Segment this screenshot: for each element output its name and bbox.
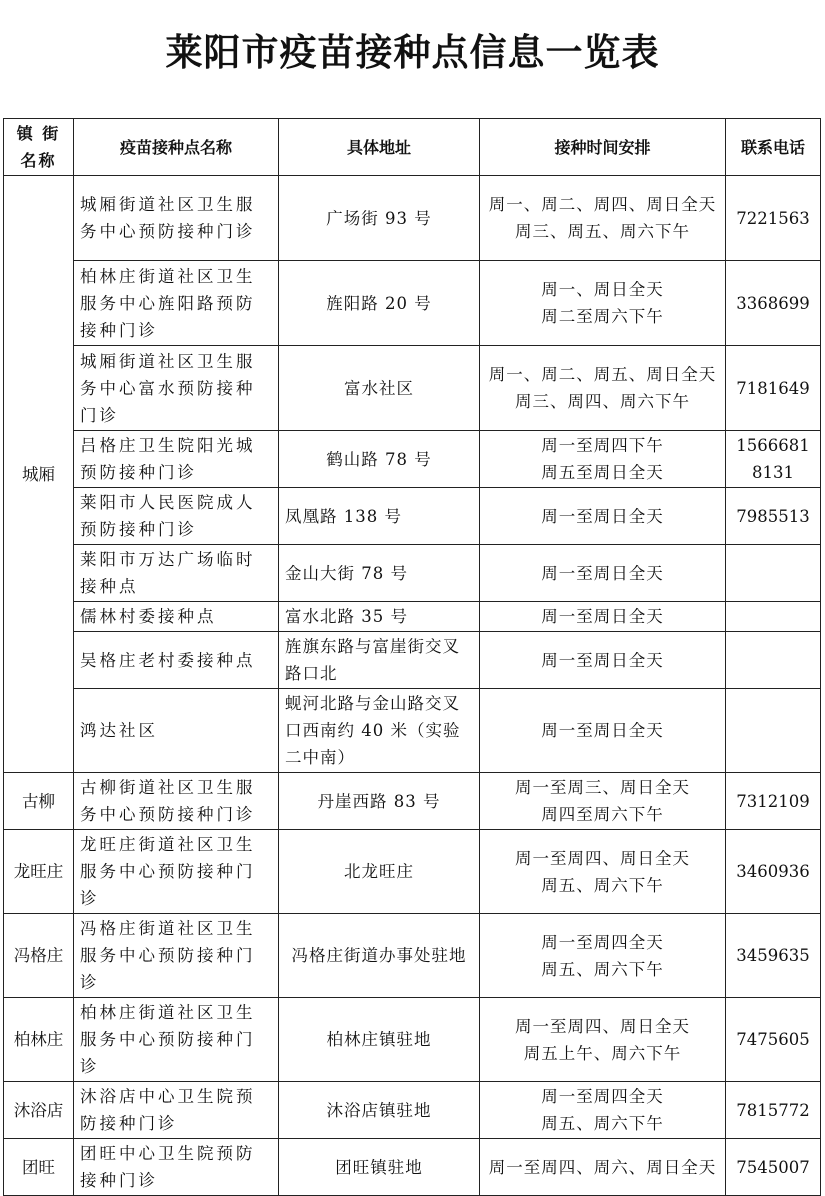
site-name: 城厢街道社区卫生服务中心预防接种门诊 — [74, 176, 279, 261]
schedule-line: 周一至周三、周日全天 — [515, 778, 690, 797]
table-row — [4, 914, 821, 998]
site-name: 龙旺庄街道社区卫生服务中心预防接种门诊 — [74, 830, 279, 914]
site-schedule — [480, 632, 726, 689]
site-phone: 3368699 — [726, 261, 821, 346]
site-address: 丹崖西路 83 号 — [279, 773, 480, 830]
table-row — [4, 1139, 821, 1196]
site-address: 沐浴店镇驻地 — [279, 1082, 480, 1139]
site-phone: 7221563 — [726, 176, 821, 261]
site-address: 冯格庄街道办事处驻地 — [279, 914, 480, 998]
schedule-line: 周一至周四、周六、周日全天 — [488, 1157, 717, 1177]
site-schedule — [480, 830, 726, 914]
site-address: 旌阳路 20 号 — [279, 261, 480, 346]
schedule-line: 周五上午、周六下午 — [523, 1043, 682, 1063]
header-schedule: 接种时间安排 — [480, 119, 726, 176]
site-phone: 7545007 — [726, 1139, 821, 1196]
site-schedule — [480, 346, 726, 431]
site-address: 北龙旺庄 — [279, 830, 480, 914]
site-phone: 3460936 — [726, 830, 821, 914]
site-phone: 7475605 — [726, 998, 821, 1082]
site-address: 团旺镇驻地 — [279, 1139, 480, 1196]
schedule-line: 周一、周二、周五、周日全天 — [488, 365, 717, 384]
schedule-line: 周一至周日全天 — [541, 563, 664, 583]
site-name: 莱阳市人民医院成人预防接种门诊 — [74, 488, 279, 545]
site-name: 鸿达社区 — [74, 689, 279, 773]
site-phone: 7181649 — [726, 346, 821, 431]
town-cell: 古柳 — [4, 773, 74, 830]
town-cell: 龙旺庄 — [4, 830, 74, 914]
site-name: 儒林村委接种点 — [74, 602, 279, 632]
table-row — [4, 632, 821, 689]
schedule-line: 周五、周六下午 — [541, 959, 664, 979]
site-phone — [726, 602, 821, 632]
schedule-line: 周一至周四、周日全天 — [515, 848, 690, 868]
town-cell: 柏林庄 — [4, 998, 74, 1082]
site-schedule — [480, 1082, 726, 1139]
site-schedule — [480, 998, 726, 1082]
table-row — [4, 1082, 821, 1139]
table-row — [4, 488, 821, 545]
schedule-line: 周四至周六下午 — [541, 805, 664, 824]
site-schedule — [480, 773, 726, 830]
site-phone: 7985513 — [726, 488, 821, 545]
schedule-line: 周一至周日全天 — [541, 607, 664, 626]
table-row — [4, 998, 821, 1082]
site-address: 广场街 93 号 — [279, 176, 480, 261]
site-schedule — [480, 914, 726, 998]
page-title: 莱阳市疫苗接种点信息一览表 — [165, 31, 660, 74]
schedule-line: 周一至周四全天 — [541, 932, 664, 952]
site-phone — [726, 632, 821, 689]
schedule-line: 周五、周六下午 — [541, 875, 664, 895]
schedule-line: 周一、周二、周四、周日全天 — [488, 195, 717, 214]
table-row — [4, 602, 821, 632]
site-name: 柏林庄街道社区卫生服务中心旌阳路预防接种门诊 — [74, 261, 279, 346]
schedule-line: 周一至周日全天 — [541, 721, 664, 740]
site-address: 凤凰路 138 号 — [279, 488, 480, 545]
table-row — [4, 431, 821, 488]
site-schedule — [480, 431, 726, 488]
schedule-line: 周一、周日全天 — [541, 280, 664, 299]
town-cell: 冯格庄 — [4, 914, 74, 998]
site-address: 蚬河北路与金山路交叉口西南约 40 米（实验二中南） — [279, 689, 480, 773]
vaccination-sites-table — [3, 118, 821, 1196]
site-name: 古柳街道社区卫生服务中心预防接种门诊 — [74, 773, 279, 830]
site-address: 富水北路 35 号 — [279, 602, 480, 632]
site-phone: 3459635 — [726, 914, 821, 998]
site-schedule — [480, 545, 726, 602]
site-name: 吕格庄卫生院阳光城预防接种门诊 — [74, 431, 279, 488]
site-phone: 15666818131 — [726, 431, 821, 488]
site-schedule — [480, 261, 726, 346]
table-row — [4, 545, 821, 602]
site-name: 吴格庄老村委接种点 — [74, 632, 279, 689]
site-name: 柏林庄街道社区卫生服务中心预防接种门诊 — [74, 998, 279, 1082]
site-name: 团旺中心卫生院预防接种门诊 — [74, 1139, 279, 1196]
schedule-line: 周一至周日全天 — [541, 650, 664, 670]
town-cell: 沐浴店 — [4, 1082, 74, 1139]
table-row — [4, 346, 821, 431]
site-address: 柏林庄镇驻地 — [279, 998, 480, 1082]
schedule-line: 周一至周四全天 — [541, 1087, 664, 1106]
header-town: 镇 街 名称 — [4, 119, 74, 176]
schedule-line: 周三、周四、周六下午 — [515, 392, 690, 411]
schedule-line: 周五至周日全天 — [541, 463, 664, 482]
table-row — [4, 176, 821, 261]
site-address: 金山大街 78 号 — [279, 545, 480, 602]
table-row — [4, 689, 821, 773]
site-address: 富水社区 — [279, 346, 480, 431]
table-row — [4, 261, 821, 346]
table-header-row — [4, 119, 821, 176]
schedule-line: 周二至周六下午 — [541, 307, 664, 326]
header-site-name: 疫苗接种点名称 — [74, 119, 279, 176]
site-name: 沐浴店中心卫生院预防接种门诊 — [74, 1082, 279, 1139]
site-schedule — [480, 176, 726, 261]
site-phone: 7312109 — [726, 773, 821, 830]
site-address: 旌旗东路与富崖街交叉路口北 — [279, 632, 480, 689]
header-address: 具体地址 — [279, 119, 480, 176]
town-cell: 团旺 — [4, 1139, 74, 1196]
table-row — [4, 773, 821, 830]
site-schedule — [480, 602, 726, 632]
town-cell: 城厢 — [4, 176, 74, 773]
site-phone — [726, 545, 821, 602]
table-row — [4, 830, 821, 914]
site-address: 鹤山路 78 号 — [279, 431, 480, 488]
header-phone: 联系电话 — [726, 119, 821, 176]
site-schedule — [480, 689, 726, 773]
site-schedule — [480, 1139, 726, 1196]
site-phone — [726, 689, 821, 773]
schedule-line: 周五、周六下午 — [541, 1114, 664, 1133]
site-name: 莱阳市万达广场临时接种点 — [74, 545, 279, 602]
schedule-line: 周一至周四、周日全天 — [515, 1016, 690, 1036]
schedule-line: 周一至周四下午 — [541, 436, 664, 455]
site-phone: 7815772 — [726, 1082, 821, 1139]
schedule-line: 周三、周五、周六下午 — [515, 222, 690, 241]
site-schedule — [480, 488, 726, 545]
schedule-line: 周一至周日全天 — [541, 506, 664, 526]
site-name: 冯格庄街道社区卫生服务中心预防接种门诊 — [74, 914, 279, 998]
site-name: 城厢街道社区卫生服务中心富水预防接种门诊 — [74, 346, 279, 431]
